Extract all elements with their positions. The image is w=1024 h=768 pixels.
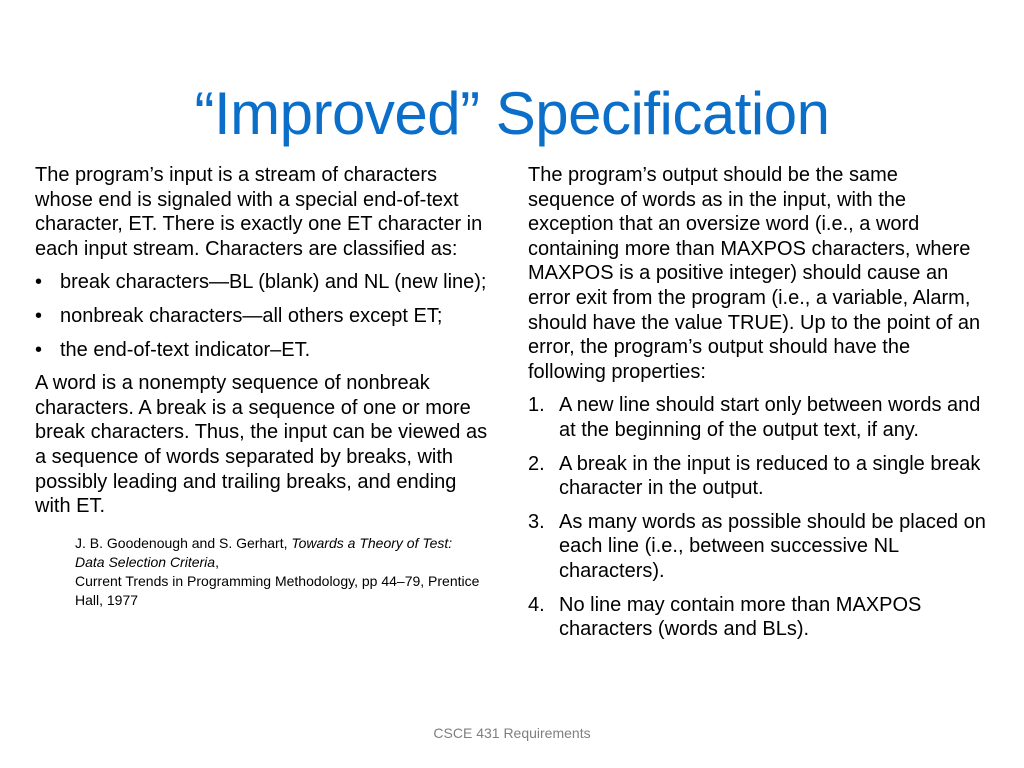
list-item-text: the end-of-text indicator–ET. [60, 338, 311, 361]
list-item [528, 510, 988, 584]
list-item [528, 593, 988, 642]
list-item-text: A new line should start only between words and at the beginning of the output text, if any. [559, 394, 981, 441]
item-number: 2. [528, 452, 545, 475]
citation-title: Towards a Theory of Test: Data Selection Criteria [75, 534, 453, 570]
list-item-text: As many words as possible should be placed on each line (i.e., between successive NL characters). [559, 510, 986, 582]
citation [75, 534, 485, 610]
list-item [528, 393, 988, 442]
list-item [35, 304, 497, 329]
list-item-text: nonbreak characters—all others except ET; [60, 304, 443, 327]
list-item-text: A break in the input is reduced to a single break character in the output. [559, 452, 981, 500]
item-number: 4. [528, 593, 545, 616]
slide-title: “Improved” Specification [194, 80, 830, 147]
citation-authors: J. B. Goodenough and S. Gerhart, [75, 534, 292, 551]
left-column [35, 163, 497, 610]
list-item-text: No line may contain more than MAXPOS characters (words and BLs). [559, 593, 922, 641]
word-definition: A word is a nonempty sequence of nonbreak characters. A break is a sequence of one or more break characters. Thus, the input can be viewed as a sequence of words separated by breaks, with possibly leading and trailing breaks, and ending with ET. [35, 372, 488, 518]
citation-comma: , [215, 553, 219, 570]
bullet-icon: • [35, 338, 43, 361]
bullet-icon: • [35, 304, 43, 327]
character-class-list [35, 270, 497, 362]
list-item-text: break characters—BL (blank) and NL (new line); [60, 271, 487, 294]
list-item [35, 270, 497, 295]
input-description: The program’s input is a stream of characters whose end is signaled with a special end-of-text character, ET. There is exactly one ET character in each input stream. Characters are classified as: [35, 164, 483, 260]
slide-footer: CSCE 431 Requirements [433, 725, 591, 741]
item-number: 3. [528, 510, 545, 533]
output-properties-list [528, 393, 988, 641]
list-item [528, 452, 988, 501]
output-description: The program’s output should be the same sequence of words as in the input, with the exception that an oversize word (i.e., a word containing more than MAXPOS characters, where MAXPOS is a positive integer) should cause an error exit from the program (i.e., a variable, Alarm, should have the value TRUE). Up to the point of an error, the program’s output should have the following properties: [528, 164, 981, 383]
bullet-icon: • [35, 271, 43, 294]
citation-source: Current Trends in Programming Methodology, pp 44–79, Prentice Hall, 1977 [75, 572, 480, 608]
right-column [528, 163, 988, 642]
item-number: 1. [528, 394, 545, 417]
list-item [35, 338, 497, 363]
